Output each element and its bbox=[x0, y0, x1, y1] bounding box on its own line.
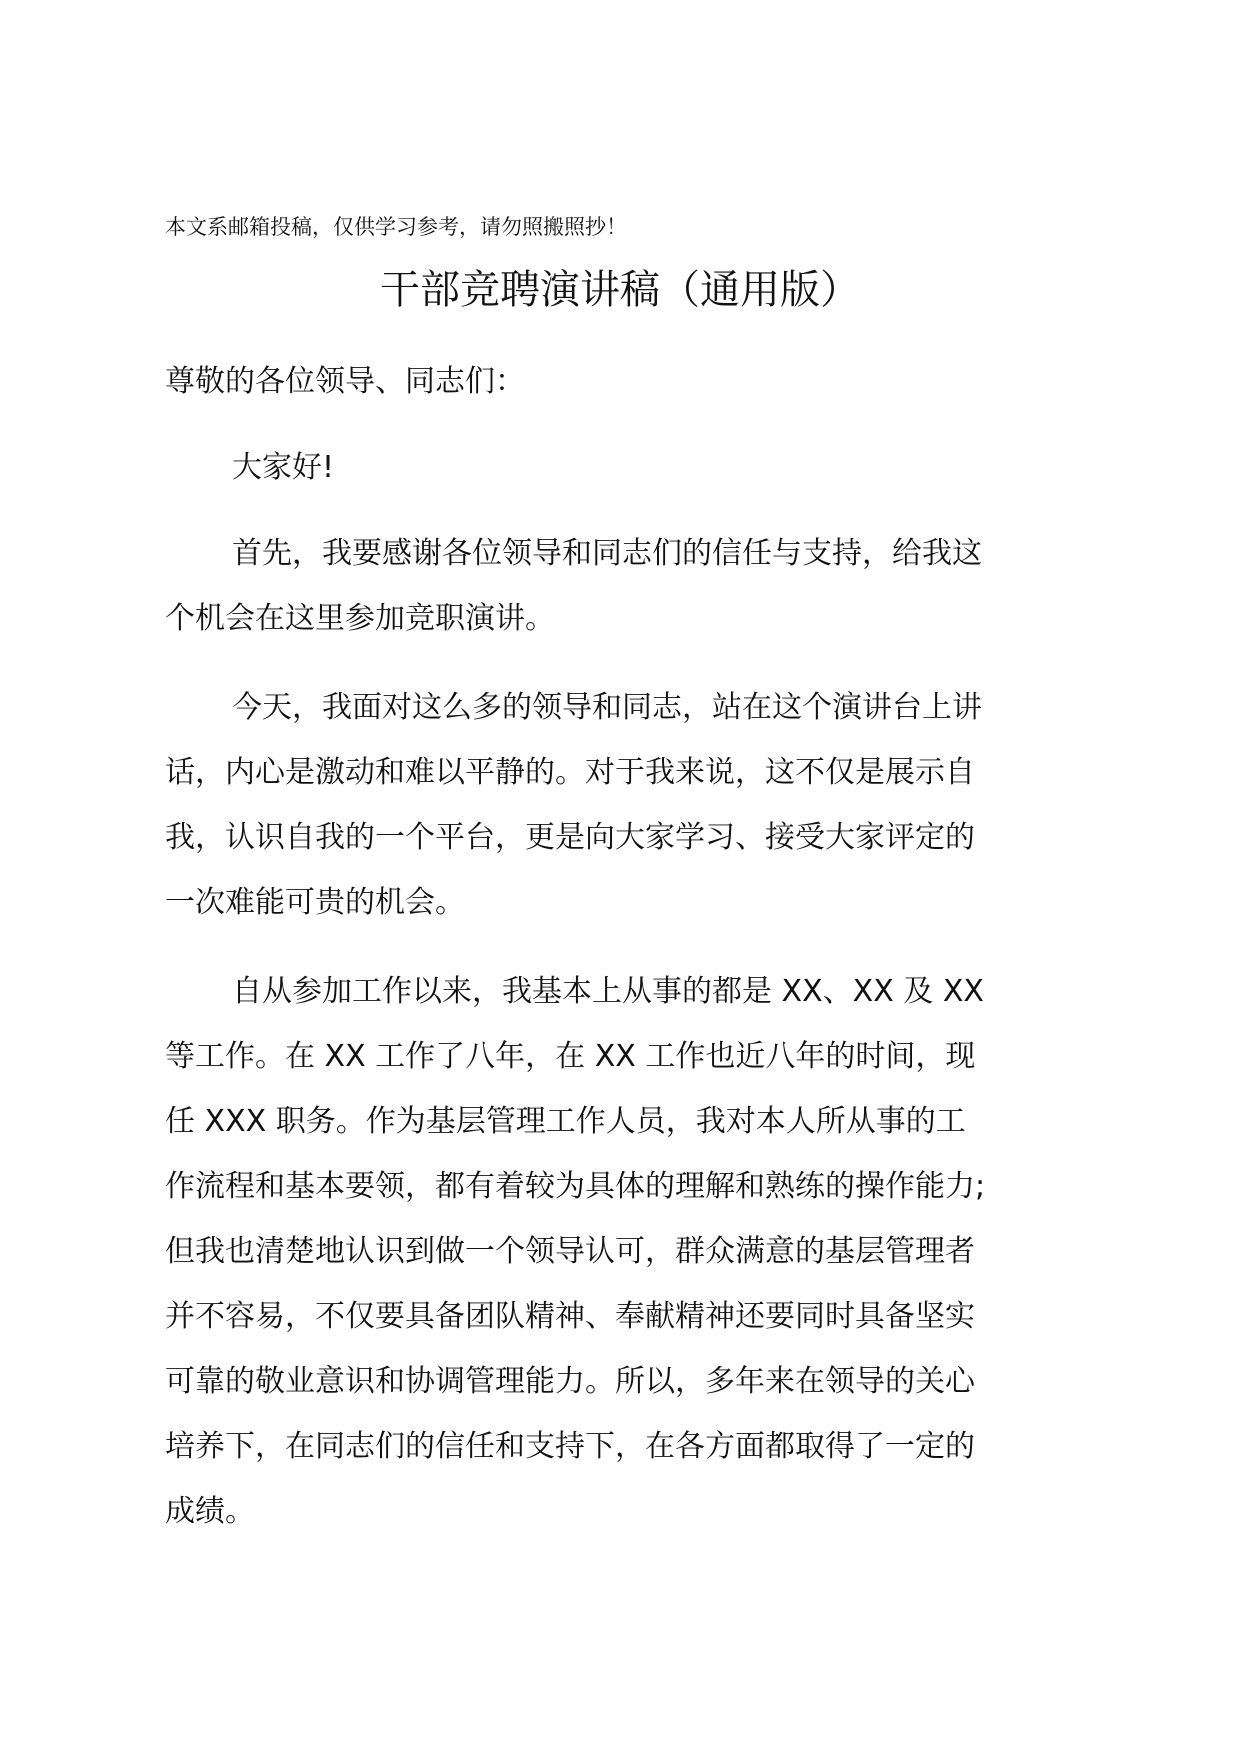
paragraph-thanks-line: 首先，我要感谢各位领导和同志们的信任与支持，给我这 bbox=[232, 536, 982, 571]
disclaimer-note: 本文系邮箱投稿，仅供学习参考，请勿照搬照抄！ bbox=[165, 215, 627, 239]
paragraph-today-line: 话，内心是激动和难以平静的。对于我来说，这不仅是展示自 bbox=[165, 755, 975, 790]
paragraph-career-line: 作流程和基本要领，都有着较为具体的理解和熟练的操作能力; bbox=[165, 1169, 986, 1204]
paragraph-today-line: 今天，我面对这么多的领导和同志，站在这个演讲台上讲 bbox=[232, 690, 982, 725]
document-title: 干部竞聘演讲稿（通用版） bbox=[380, 267, 860, 313]
paragraph-career-line: 等工作。在 XX 工作了八年，在 XX 工作也近八年的时间，现 bbox=[165, 1039, 976, 1074]
paragraph-thanks-line: 个机会在这里参加竞职演讲。 bbox=[165, 601, 555, 636]
paragraph-career-line: 培养下，在同志们的信任和支持下，在各方面都取得了一定的 bbox=[165, 1429, 975, 1464]
paragraph-career-line: 任 XXX 职务。作为基层管理工作人员，我对本人所从事的工 bbox=[165, 1104, 966, 1139]
salutation: 尊敬的各位领导、同志们： bbox=[165, 364, 525, 399]
paragraph-career-line: 可靠的敬业意识和协调管理能力。所以，多年来在领导的关心 bbox=[165, 1364, 975, 1399]
paragraph-career-line: 并不容易，不仅要具备团队精神、奉献精神还要同时具备坚实 bbox=[165, 1299, 975, 1334]
paragraph-career-line: 但我也清楚地认识到做一个领导认可，群众满意的基层管理者 bbox=[165, 1234, 975, 1269]
paragraph-today-line: 我，认识自我的一个平台，更是向大家学习、接受大家评定的 bbox=[165, 820, 975, 855]
paragraph-career-line: 成绩。 bbox=[165, 1494, 255, 1529]
paragraph-career-line: 自从参加工作以来，我基本上从事的都是 XX、XX 及 XX bbox=[232, 974, 984, 1009]
paragraph-greeting-line: 大家好! bbox=[232, 450, 335, 485]
paragraph-today-line: 一次难能可贵的机会。 bbox=[165, 885, 465, 920]
